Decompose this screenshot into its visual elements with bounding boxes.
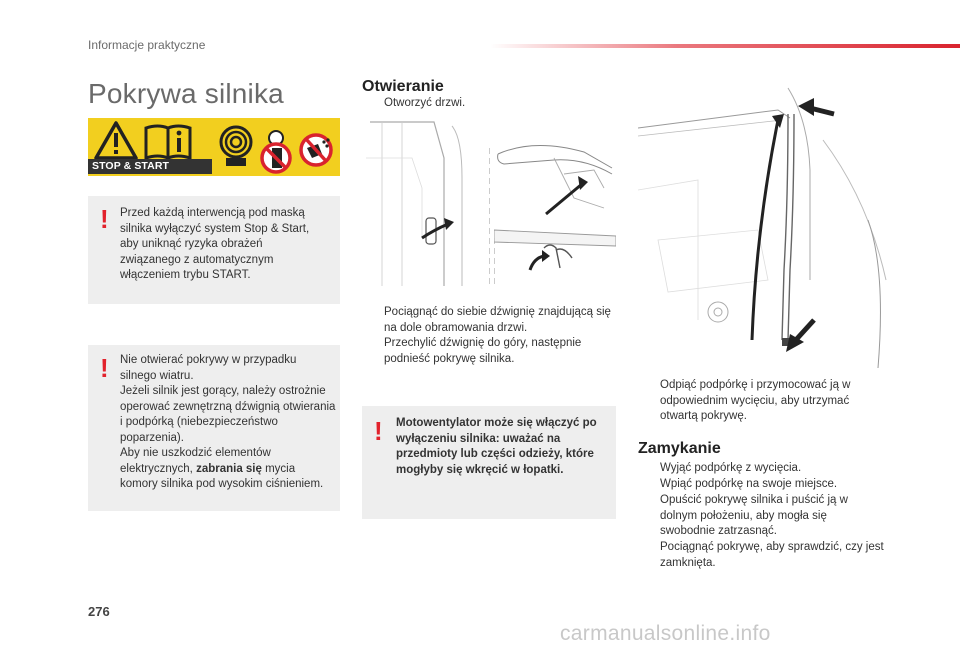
no-hand-icon	[262, 131, 290, 172]
warning-exclamation-icon: !	[374, 416, 383, 446]
warning-box-wind	[88, 345, 340, 511]
page-title: Pokrywa silnika	[88, 78, 284, 109]
header-accent-bar	[490, 44, 960, 48]
figure-door-lever	[362, 118, 490, 288]
warning-box-fan	[362, 406, 616, 519]
figure-hood-stay	[638, 80, 888, 370]
no-spray-icon	[301, 135, 331, 165]
warning-text: Przed każdą interwencją pod maską silnika wyłączyć system Stop & Start, aby uniknąć ryzyka obrażeń związanego z automatycznym włączeniem trybu START.	[120, 207, 310, 281]
watermark: carmanualsonline.info	[560, 622, 771, 645]
closing-step: Opuścić pokrywę silnika i puścić ją w dolnym położeniu, aby mogła się swobodnie zatrzasnąć.	[660, 494, 848, 537]
section-title-closing: Zamykanie	[638, 440, 721, 457]
page-number: 276	[88, 604, 110, 619]
header-section-label: Informacje praktyczne	[88, 38, 206, 52]
opening-step: Otworzyć drzwi.	[384, 97, 466, 109]
hood-stay-illustration	[638, 80, 888, 370]
figure-hood-lever	[494, 118, 616, 288]
stop-start-banner: STOP & START SYSTEM	[88, 159, 212, 174]
warning-exclamation-icon: !	[100, 353, 109, 383]
warning-text	[120, 353, 336, 493]
closing-step: Pociągnąć pokrywę, aby sprawdzić, czy jest zamknięta.	[660, 541, 884, 569]
fan-icon	[221, 127, 251, 166]
door-lever-illustration	[362, 118, 490, 288]
opening-step: Pociągnąć do siebie dźwignię znajdującą się na dole obramowania drzwi.	[384, 306, 611, 334]
warning-exclamation-icon: !	[100, 204, 109, 234]
opening-step: Przechylić dźwignię do góry, następnie podnieść pokrywę silnika.	[384, 337, 582, 365]
warning-emphasis: zabrania się	[196, 462, 262, 475]
section-title-opening: Otwieranie	[362, 78, 444, 95]
closing-step: Wyjąć podpórkę z wycięcia.	[660, 462, 802, 474]
opening-step: Odpiąć podpórkę i przymocować ją w odpowiednim wycięciu, aby utrzymać otwartą pokrywę.	[660, 379, 851, 422]
warning-line: Aby nie uszkodzić elementów elektrycznych, zabrania się mycia komory silnika pod wysokim ciśnieniem.	[120, 447, 324, 490]
warning-text: Motowentylator może się włączyć po wyłączeniu silnika: uważać na przedmioty lub części odzieży, które mogłyby się wkręcić w łopatki.	[396, 417, 597, 476]
manual-info-icon	[146, 126, 190, 158]
warning-line: Jeżeli silnik jest gorący, należy ostrożnie operować zewnętrzną dźwignią otwierania i podpórką (niebezpieczeństwo poparzenia).	[120, 385, 336, 444]
warning-box-stop-start	[88, 196, 340, 304]
closing-step: Wpiąć podpórkę na swoje miejsce.	[660, 478, 838, 490]
warning-line: Nie otwierać pokrywy w przypadku silnego wiatru.	[120, 354, 297, 382]
hood-lever-illustration	[494, 118, 616, 288]
warning-triangle-icon	[96, 123, 136, 158]
